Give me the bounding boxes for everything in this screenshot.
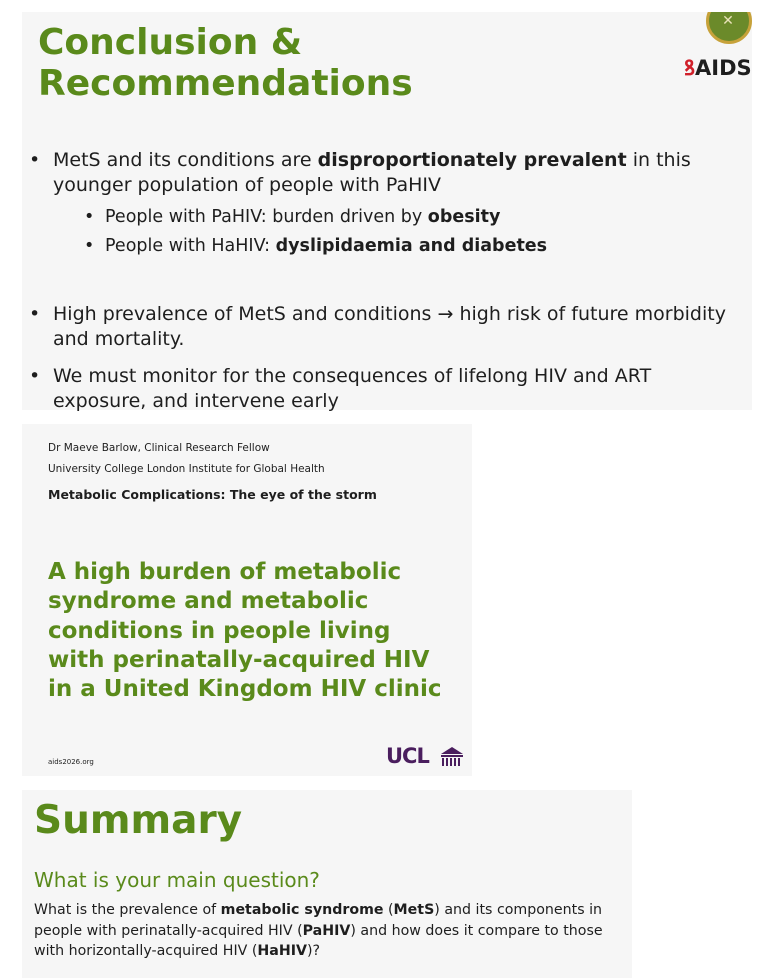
- bullet-monitor: • We must monitor for the consequences of lifelong HIV and ART exposure, and intervene early: [29, 365, 652, 412]
- bullet-dot: •: [29, 365, 41, 387]
- ucl-portico-icon: [441, 747, 463, 767]
- site-url: aids2026.org: [48, 758, 94, 766]
- ucl-logo: UCL: [386, 745, 466, 767]
- conclusion-slide: [22, 12, 752, 410]
- sub-bullet-hahiv: • People with HaHIV: dyslipidaemia and diabetes: [84, 236, 548, 256]
- summary-slide: [22, 790, 632, 978]
- bullet-dot: •: [29, 303, 41, 325]
- bullet-dot: •: [29, 149, 41, 171]
- question-text: What is the prevalence of metabolic syndrome (MetS) and its components in people with perinatally-acquired HIV (PaHIV) and how does it compare to those with horizontally-acquired HIV (HaHIV)?: [34, 902, 603, 959]
- abstract-slide: [22, 424, 472, 776]
- bullet-risk: • High prevalence of MetS and conditions → high risk of future morbidity and mortality.: [29, 303, 726, 350]
- aids-conference-logo: ꝸAIDS: [684, 56, 752, 80]
- author-line: Dr Maeve Barlow, Clinical Research Fellow: [48, 442, 270, 454]
- conference-emblem-icon: ✕: [706, 12, 752, 46]
- abstract-title: A high burden of metabolic syndrome and metabolic conditions in people living with perinatally-acquired HIV in a United Kingdom HIV clinic: [48, 559, 442, 703]
- bullet-prevalence: • MetS and its conditions are disproportionately prevalent in this younger population of people with PaHIV: [29, 149, 691, 196]
- bullet-dot: •: [84, 207, 95, 227]
- red-ribbon-icon: ꝸ: [684, 56, 696, 80]
- question-heading: What is your main question?: [34, 868, 320, 892]
- sub-bullet-pahiv: • People with PaHIV: burden driven by obesity: [84, 207, 501, 227]
- conclusion-title-line2: Recommendations: [38, 63, 413, 104]
- conclusion-title-line1: Conclusion &: [38, 22, 303, 63]
- institute-line: University College London Institute for Global Health: [48, 463, 325, 475]
- bullet-dot: •: [84, 236, 95, 256]
- summary-title: Summary: [34, 798, 243, 843]
- session-title: Metabolic Complications: The eye of the storm: [48, 487, 377, 502]
- conclusion-title: [38, 22, 413, 104]
